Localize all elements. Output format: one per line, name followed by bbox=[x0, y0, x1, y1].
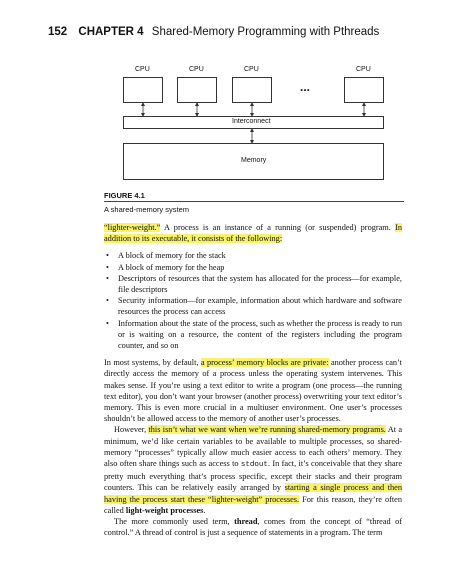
interconnect-label: Interconnect bbox=[232, 118, 271, 125]
list-item: • Information about the state of the process, such as whether the process is ready to run or is waiting on a resource, the content of the registers including the program counter, and so on bbox=[114, 318, 402, 352]
caption-rule bbox=[104, 201, 404, 202]
cpu-label: CPU bbox=[189, 66, 204, 73]
term-light-weight-processes: light-weight processes bbox=[125, 505, 204, 515]
ellipsis: ... bbox=[300, 80, 311, 94]
term-thread: thread bbox=[234, 517, 258, 527]
chapter-title: Shared-Memory Programming with Pthreads bbox=[151, 26, 380, 38]
highlight: starting a single process and then having the process start these “lighter-weight” processes. bbox=[104, 483, 402, 504]
page-number: 152 bbox=[48, 26, 68, 38]
list-item: • Security information—for example, information about which hardware and software resources the process can access bbox=[114, 295, 402, 317]
chapter-label: CHAPTER 4 bbox=[78, 26, 144, 38]
cpu-label: CPU bbox=[244, 66, 259, 73]
cpu-box bbox=[344, 77, 384, 103]
code-stdout: stdout bbox=[240, 461, 268, 470]
figure-caption: FIGURE 4.1 bbox=[104, 191, 145, 200]
bullet-list bbox=[104, 250, 402, 351]
list-item: • Descriptors of resources that the system has allocated for the process—for example, file descriptors bbox=[114, 273, 402, 295]
paragraph: In most systems, by default, a process’ memory blocks are private: another process can’t directly access the memory of a process unless the operating system intervenes. This makes sense. If you’re using a text editor to write a program (one process—the running text editor), you don’t want your browser (another process) overwriting your text editor’s memory. This is even more crucial in a multiuser environment. One user’s processes shouldn’t be allowed access to the memory of another user’s processes. bbox=[104, 358, 402, 424]
list-item: • A block of memory for the heap bbox=[114, 262, 402, 273]
cpu-label: CPU bbox=[356, 66, 371, 73]
paragraph: The more commonly used term, thread, comes from the concept of “thread of control.” A thread of control is just a sequence of statements in a program. The term bbox=[104, 517, 403, 538]
cpu-box bbox=[232, 77, 272, 103]
memory-label: Memory bbox=[241, 157, 267, 164]
shared-memory-figure bbox=[0, 0, 474, 200]
cpu-box bbox=[123, 77, 163, 103]
body-text bbox=[104, 222, 402, 538]
highlight: In addition to its executable, it consists of the following: bbox=[104, 223, 402, 244]
cpu-box bbox=[177, 77, 217, 103]
highlight: a process’ memory blocks are private: bbox=[200, 358, 329, 368]
list-item: • A block of memory for the stack bbox=[114, 250, 402, 261]
paragraph: “lighter-weight.” A process is an instance of a running (or suspended) program. In addition to its executable, it consists of the following: bbox=[104, 223, 402, 244]
figure-subcaption: A shared-memory system bbox=[104, 205, 190, 214]
highlight: “lighter-weight.” bbox=[104, 223, 161, 232]
cpu-label: CPU bbox=[135, 66, 150, 73]
paragraph: However, this isn’t what we want when we’re running shared-memory programs. At a minimum, we’d like certain variables to be available to multiple processes, so shared-memory “processes” typically allow much easier access to each others’ memory. They also often share things such as access to stdout. In fact, it’s conceivable that they share pretty much everything that’s process specific, except their stacks and their program counters. This can be relatively easily arranged by starting a single process and then having the process start these “lighter-weight” processes. For this reason, they’re often called light-weight processes. bbox=[104, 425, 403, 515]
highlight: this isn’t what we want when we’re running shared-memory programs. bbox=[148, 425, 386, 435]
